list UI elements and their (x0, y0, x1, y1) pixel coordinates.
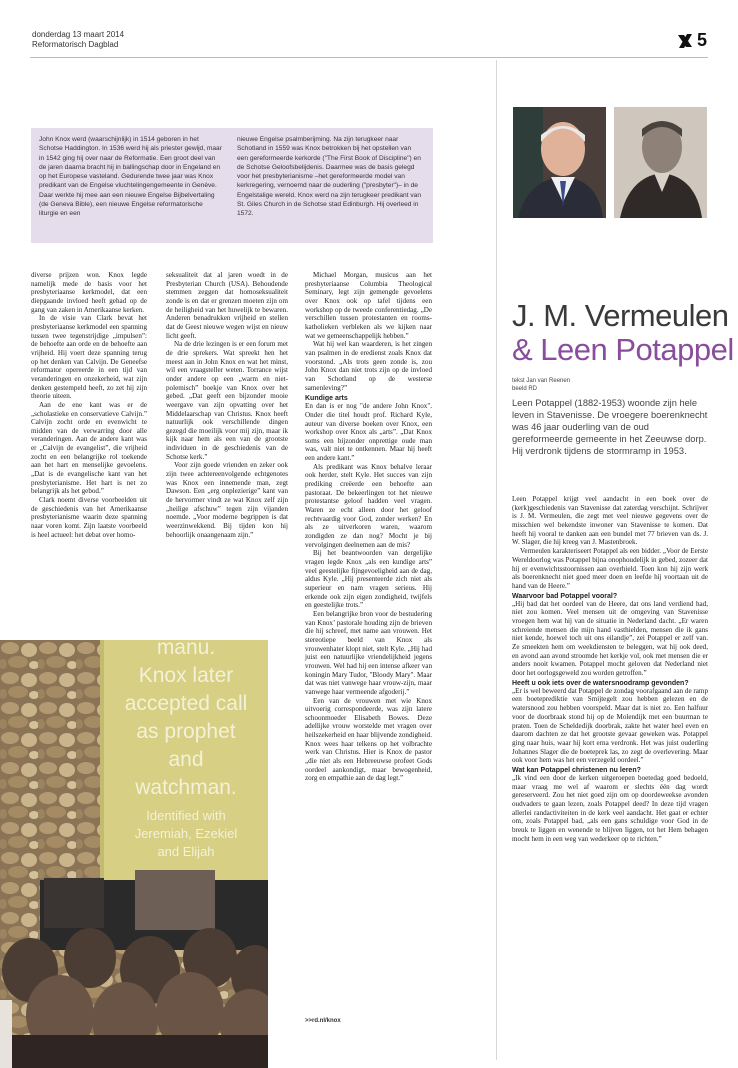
screen-line: as prophet (136, 720, 236, 743)
feature-title-highlight: & Leen Potappel (512, 332, 734, 367)
interview-question: Waarvoor bad Potappel vooral? (512, 592, 618, 600)
publication-date: donderdag 13 maart 2014 (32, 30, 125, 39)
feature-body (512, 495, 708, 843)
newspaper-logo-icon (676, 32, 694, 50)
paragraph: Wat hij wel kan waarderen, is het zingen van psalmen in de eredienst zoals Knox dat voorstond. „Als trots geen zonde is, zou John Knox dan niet trots zijn op de invloed van Schotland op de westerse samenleving?” (305, 340, 432, 392)
paragraph: diverse prijzen won. Knox legde namelijk mede de basis voor het presbyteriaanse kerkmodel, dat een diepgaande invloed heeft gehad op de gang van zaken in Amerikaanse kerken. (31, 271, 147, 314)
screen-line: accepted call (124, 692, 248, 715)
screen-line: and Elijah (157, 844, 215, 859)
paragraph: seksualiteit dat al jaren woedt in de Presbyterian Church (USA). Behoudende stemmen zeggen dat homoseksualiteit zonde is en dat er grenzen moeten zijn om de heiligheid van het huwelijk te bewaren. Anderen benadrukken vrijheid en stellen dat de Geest nieuwe wegen wijst en nieuw licht geeft. (166, 271, 288, 340)
biography-infobox (31, 128, 433, 243)
column-divider (496, 60, 497, 1060)
screen-line: and (168, 748, 204, 771)
paragraph: Voor zijn goede vrienden en zeker ook zijn twee achtereenvolgende echtgenotes was Knox een innemende man, zegt Dawson. Een „erg onplezierige” kant van de hervormer vindt ze wat Knox zelf zijn „heilige afschuw” tegen zijn vijanden noemde. „Voor moderne begrippen is dat weerzinwekkend. Bij tijden kon hij behoorlijk onaangenaam zijn.” (166, 461, 288, 539)
paragraph: „Hij bad dat het oordeel van de Heere, dat ons land verdiend had, niet zou komen. Veel mensen uit de omgeving van Stavenisse vroegen hem wat hij van de situatie in Nederland dacht. „Er waren schreiende mensen die mijn hand vasthielden, mensen die ik gans niet kende, hoewel toch uit ons eilandje”, zei Potappel er zelf van. Ze smeekten hem om weekdiensten te beleggen, wat hij ook deed, en avond aan avond stroomde het kerkje vol, ook met mensen die er anders nooit kwamen. Potappel mocht geloven dat Nederland niet door het oorlogsgeweld zou worden getroffen.” (512, 599, 708, 678)
portrait-vermeulen (513, 107, 606, 218)
paragraph: Aan de ene kant was er de „scholastieke en conservatieve Calvijn.” Calvijn zocht orde en evenwicht te midden van de verwarring door alle veranderingen. Aan de andere kant was er „Calvijn de evangelist”, die vrijheid zocht en een belangrijke rol toekende aan het hart en menselijke gevoelens. „Dat is de evangelische kant van het presbyterianisme. Het hart is net zo belangrijk als het gebod.” (31, 400, 147, 496)
infobox-text-left: John Knox werd (waarschijnlijk) in 1514 geboren in het Schotse Haddington. In 1536 werd hij als priester gewijd, maar in 1542 ging hij over naar de Reformatie. Een groot deel van de jaren daarna bracht hij in ballingschap door in Engeland en op het Europese vasteland. Gedurende twee jaar was Knox predikant van de Engelse vluchtelingengemeente in Genève. Daar werkte hij mee aan een nieuwe Engelse Bijbelvertaling (de Geneva Bible), een nieuwe Engelse reformatorische liturgie en een (39, 136, 222, 218)
paragraph: Als predikant was Knox behalve leraar ook herder, stelt Kyle. Het succes van zijn prediking creëerde een behoefte aan pastoraat. De bekeerlingen tot het nieuwe protestantse geloof hadden veel vragen. Waren ze echt alleen door het geloof rechtvaardig voor God, zonder werken? En als ze uitverkoren waren, waarom zondigden ze dan nog? Mocht je bij vervolgingen deelnemen aan de mis? (305, 462, 432, 549)
infobox-text-right: nieuwe Engelse psalmberijming. Na zijn terugkeer naar Schotland in 1559 was Knox betrokken bij het opstellen van een gereformeerde kerkorde ("The First Book of Discipline") en de Schotse Geloofsbelijdenis. Daarmee was de basis gelegd voor het presbyterianisme –het gereformeerde model van kerkregering, vernoemd naar de ouderling ("presbyter")– in de Engelstalige wereld. Knox werd na zijn terugkeer predikant van St. Giles Church in de Schotse stad Edinburgh. Hij overleed in 1572. (237, 136, 421, 218)
paragraph: Na de drie lezingen is er een forum met de drie sprekers. Wat spreekt hen het meest aan in John Knox en wat het minst, wil een vraagsteller weten. Torrance wijst onder andere op een „warm en niet-polemisch” boekje van Knox over het gebed. „Dat geeft een bijzonder mooie weergave van zijn opvatting over het Middelaarschap van Christus. Knox heeft natuurlijk ook verschillende dingen gezegd die moeilijk voor mij zijn, maar ik kijk naar hem als een van de grootste individuen in de geschiedenis van de Schotse kerk.” (166, 340, 288, 461)
byline-photo: beeld RD (512, 386, 538, 392)
portrait-potappel (614, 107, 707, 218)
page-header (32, 30, 124, 50)
paragraph: Clark noemt diverse voorbeelden uit de geschiedenis van het Amerikaanse presbyterianisme waarin deze spanning naar voren komt. Zijn laatste voorbeeld is heel actueel: het debat over homo- (31, 496, 147, 539)
screen-line: manu. (156, 640, 216, 659)
screen-line: watchman. (135, 776, 237, 799)
paragraph: In de visie van Clark bevat het presbyteriaanse kerkmodel een spanning tussen twee tegenstrijdige „impulsen”: de behoefte aan orde en de behoefte aan vrijheid. Hij voert deze spanning terug op het denken van Calvijn. De Geneefse reformator opereerde in een tijd van veranderingen en onzekerheid, wat zijn denken gestempeld heeft, zo zet hij zijn theorie uiteen. (31, 314, 147, 401)
byline-text: tekst Jan van Reenen (512, 378, 571, 384)
article-column-2 (166, 271, 288, 539)
page-number: 5 (697, 30, 708, 50)
screen-line: Identified with (146, 808, 226, 823)
paragraph: Michael Morgan, musicus aan het presbyteriaanse Columbia Theological Seminary, legt zijn gemengde gevoelens over Knox ook op tafel tijdens een workshop op de tweede conferentiedag. „De verschillen tussen protestanten en rooms-katholieken verbleken als we kijken naar wat we gemeenschappelijk hebben.” (305, 271, 432, 340)
subheading: Kundige arts (305, 395, 348, 403)
feature-intro: Leen Potappel (1882-1953) woonde zijn hele leven in Stavenisse. De vroegere boerenknecht was 46 jaar ouderling van de oud gereformeerde gemeente in het Zeeuwse dorp. Hij verdronk tijdens de stormramp in 1953. (512, 398, 708, 456)
web-link[interactable]: >>rd.nl/knox (305, 1018, 341, 1024)
publication-name: Reformatorisch Dagblad (32, 40, 119, 49)
byline (512, 377, 570, 393)
paragraph: Vermeulen karakteriseert Potappel als een bidder. „Voor de Eerste Wereldoorlog was Potappel bijna onophoudelijk in gebed, zozeer dat hij er evenwichtsstoornissen aan overhield. Toen kon hij zijn werk als boerenknecht niet goed meer doen en leefde hij voortaan uit de hand van de Heere.” (512, 547, 708, 590)
paragraph: Bij het beantwoorden van dergelijke vragen legde Knox „als een kundige arts” veel geestelijke fijngevoeligheid aan de dag, aldus Kyle. „Hij presenteerde zich niet als superieur en nam vragen serieus. Hij erkende ook zijn eigen zondigheid, twijfels en geestelijke trots.” (305, 549, 432, 610)
paragraph: En dan is er nog "de andere John Knox". Onder die titel houdt prof. Richard Kyle, auteur van diverse boeken over Knox, een workshop over Knox als „arts”. „Dat Knox soms een bijzonder onprettige oude man was, valt niet te ontkennen. Maar hij heeft een andere kant.” (305, 402, 432, 463)
article-column-1 (31, 271, 147, 539)
paragraph: „Ik vind een door de kerken uitgeroepen boetedag goed bedoeld, maar vraag me wel af waarom er slechts één dag wordt gereserveerd. Zou het niet goed zijn om op doordeweekse avonden oudvaders te gaan lezen, zoals Potappel deed? In deze tijd vragen allerlei randactiviteiten in de kerk veel aandacht. Het gaat er echter om, zoals Potappel bad, „als een gans schuldige voor God in de breuk te liggen en wenende te blijven liggen, tot het Hem behagen mocht hem in een weg van wederkeer op te richten.” (512, 773, 708, 843)
paragraph: Een van de vrouwen met wie Knox uitvoerig correspondeerde, was zijn latere schoonmoeder Elisabeth Bowes. Deze adellijke vrouw worstelde met vragen over heilszekerheid en haar blijvende zondigheid. Knox wees haar telkens op het volbrachte werk van Christus. Hier is Knox de pastor „die niet als een Hebreeuwse profeet Gods oordeel aankondigt, maar bewogenheid, zorg en empathie aan de dag legt.” (305, 696, 432, 783)
interview-question: Wat kan Potappel christenen nu leren? (512, 766, 641, 774)
screen-line: Jeremiah, Ezekiel (134, 826, 238, 841)
header-divider (30, 57, 708, 58)
article-column-3 (305, 271, 432, 783)
feature-title: J. M. Vermeulen (512, 298, 729, 333)
paragraph: Een belangrijke bron voor de bestudering van Knox’ pastorale houding zijn de brieven die hij schreef, met name aan vrouwen. Het stereotiepe beeld van Knox als vrouwenhater klopt niet, stelt Kyle. „Hij had juist een natuurlijke vriendelijkheid jegens vrouwen. Wel had hij een intense afkeer van koningin Mary Tudor, "Bloody Mary". Maar dat was niet vanwege haar vrouw-zijn, maar vanwege haar vermeende afgoderij.” (305, 609, 432, 696)
screen-line: Knox later (138, 664, 234, 687)
paragraph: „Er is wel beweerd dat Potappel de zondag voorafgaand aan de ramp een boeteprediktie van Smijtegelt zou hebben gelezen en de watersnood zou hebben voorspeld. Maar dat is niet zo. Een halfuur voor de doorbraak stond hij op de Molendijk met een buurman te praten. Toen de Scheldedijk doorbrak, zakte het water heel even en daarom dachten ze dat het grootste gevaar geweken was. Potappel ging naar huis, waar hij kort erna verdronk. Het was juist ouderling Johannes Slager die de boeteprek las, zo zegt de overlevering. Maar ook voor hem was het een verzegeld oordeel.” (512, 686, 708, 765)
interview-question: Heeft u ook iets over de watersnoodramp gevonden? (512, 679, 689, 687)
paragraph: Leen Potappel krijgt veel aandacht in een boek over de (kerk)geschiedenis van Stavenisse dat zaterdag verschijnt. Schrijver is J. M. Vermeulen, die zegt met veel nieuwe gegevens over de misschien wel bekendste inwoner van Stavenisse te komen. Dat heeft hij vooral te danken aan een bundel met 77 brieven van ds. J. W. Slager, die hij kreeg van J. Mastenbroek. (512, 495, 708, 547)
conference-photo (0, 640, 268, 1068)
